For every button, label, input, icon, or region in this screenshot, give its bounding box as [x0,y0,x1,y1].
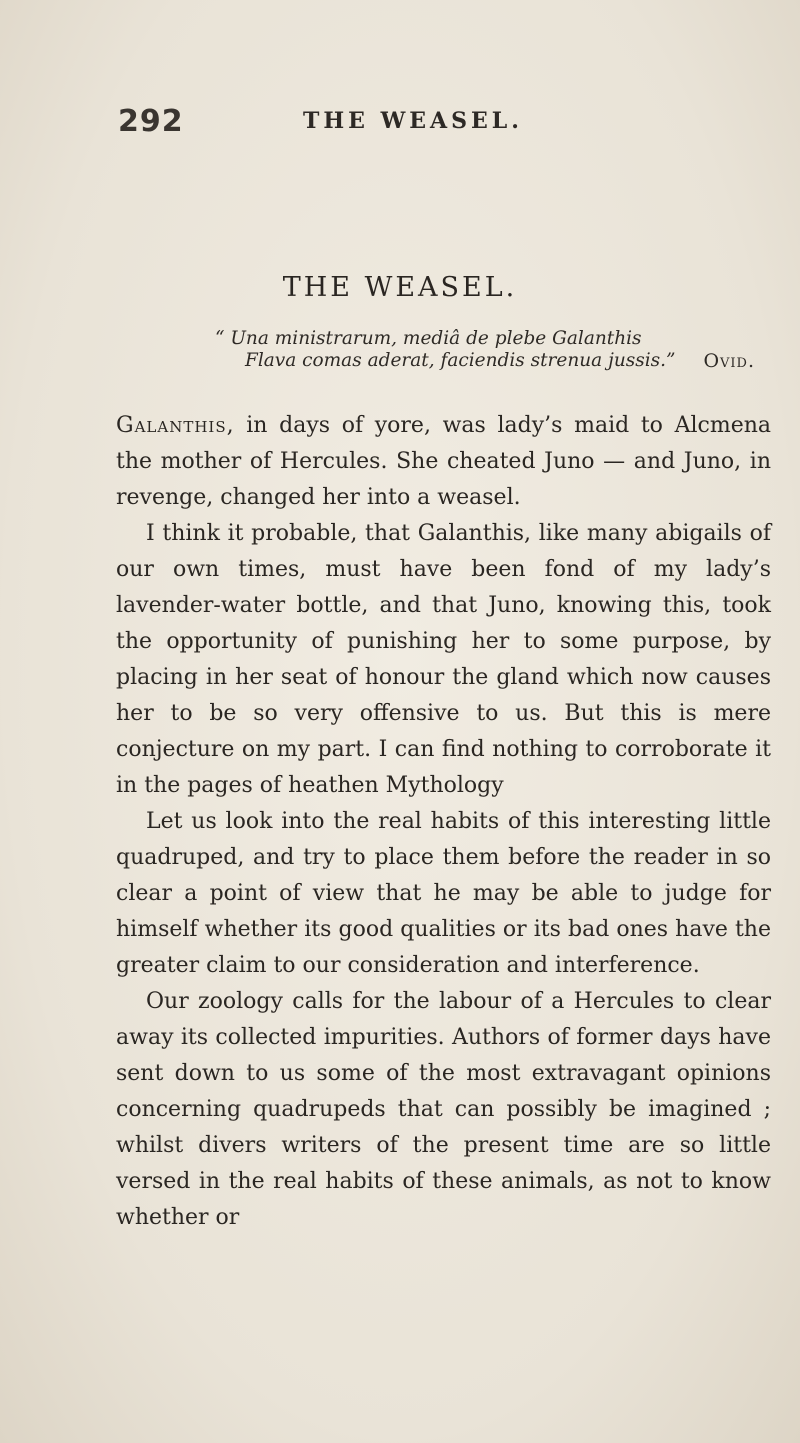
paragraph-1-text: in days of yore, was lady’s maid to Alcmena the mother of Hercules. She cheated Juno — and Juno, in revenge, changed her into a weasel. [116,413,771,510]
page-number: 292 [118,104,184,139]
body-text [116,408,771,1236]
paragraph-4: Our zoology calls for the labour of a Hercules to clear away its collected impurities. Authors of former days have sent down to us some of the most extravagant opinions concerning quadrupeds that can possibly be imagined ; whilst divers writers of the present time are so little versed in the real habits of these animals, as not to know whether or [116,989,771,1230]
epigraph-line-2 [215,350,775,372]
paragraph-2: I think it probable, that Galanthis, like many abigails of our own times, must have been fond of my lady’s lavender-water bottle, and that Juno, knowing this, took the opportunity of punishing her to some purpose, by placing in her seat of honour the gland which now causes her to be so very offensive to us. But this is mere conjecture on my part. I can find nothing to corroborate it in the pages of heathen Mythology [116,521,771,798]
paragraph-1-lead: Galanthis, [116,413,235,438]
paragraph-1 [116,408,771,516]
running-title: THE WEASEL. [303,108,523,134]
epigraph-line-2-text: Flava comas aderat, faciendis strenua jussis.” [245,350,676,371]
paragraph-3: Let us look into the real habits of this interesting little quadruped, and try to place them before the reader in so clear a point of view that he may be able to judge for himself whether its good qualities or its bad ones have the greater claim to our consideration and interference. [116,809,771,978]
epigraph-author: Ovid. [703,350,755,372]
epigraph [215,328,775,372]
chapter-title: THE WEASEL. [282,272,518,303]
running-head [118,104,760,144]
epigraph-line-1: “ Una ministrarum, mediâ de plebe Galanthis [215,328,642,349]
